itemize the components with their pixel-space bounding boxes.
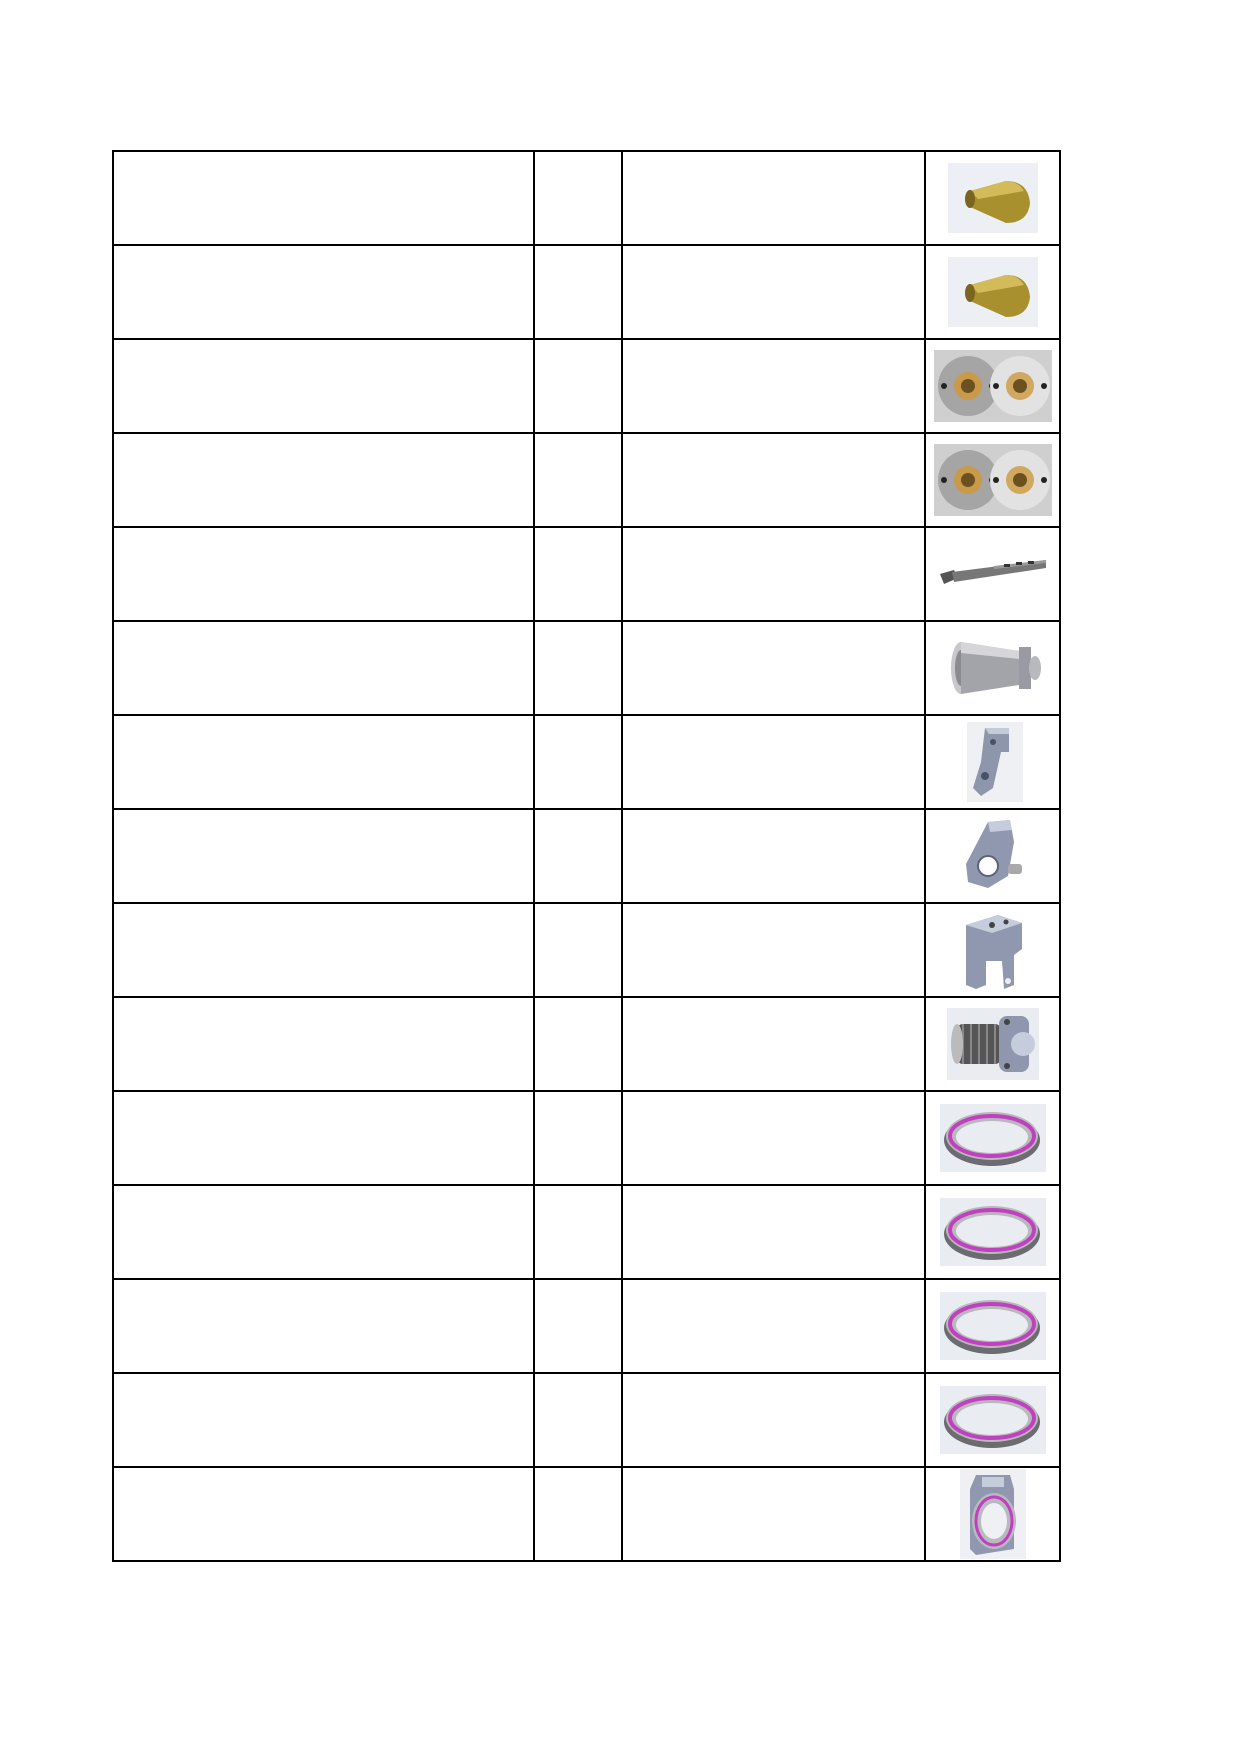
table-row: [113, 527, 1060, 621]
spec-cell-text: [623, 1035, 639, 1052]
spec-cell: [622, 1279, 925, 1373]
quantity-cell-text: [535, 471, 551, 488]
quantity-cell: [534, 1373, 622, 1467]
parts-table-body: [113, 151, 1060, 1561]
ring-seal-image: [926, 1198, 1059, 1266]
brass-nozzle-tip-image: [926, 257, 1059, 327]
part-image-cell: [925, 433, 1060, 527]
quantity-cell-text: [535, 753, 551, 770]
quantity-cell: [534, 1279, 622, 1373]
spec-cell-text: [623, 565, 639, 582]
part-image-cell: [925, 715, 1060, 809]
table-row: [113, 1467, 1060, 1561]
spec-cell-text: [623, 189, 639, 206]
part-name-cell: [113, 1373, 534, 1467]
table-row: [113, 433, 1060, 527]
quantity-cell: [534, 151, 622, 245]
quantity-cell: [534, 1467, 622, 1561]
spec-cell: [622, 527, 925, 621]
table-row: [113, 997, 1060, 1091]
spec-cell: [622, 151, 925, 245]
part-image-cell: [925, 151, 1060, 245]
quantity-cell-text: [535, 941, 551, 958]
gear-housing-image: [926, 1008, 1059, 1080]
quantity-cell-text: [535, 1505, 551, 1522]
quantity-cell: [534, 527, 622, 621]
part-name-cell-text: [114, 189, 130, 206]
quantity-cell: [534, 997, 622, 1091]
ring-seal-image: [926, 1104, 1059, 1172]
spec-cell: [622, 1373, 925, 1467]
part-name-cell-text: [114, 377, 130, 394]
drive-roller-pair-image: [926, 444, 1059, 516]
spec-cell: [622, 621, 925, 715]
table-row: [113, 621, 1060, 715]
table-row: [113, 245, 1060, 339]
quantity-cell: [534, 715, 622, 809]
spec-cell-text: [623, 1505, 639, 1522]
part-image-cell: [925, 1185, 1060, 1279]
quantity-cell-text: [535, 1035, 551, 1052]
ring-clamp-image: [926, 1469, 1059, 1559]
quantity-cell-text: [535, 189, 551, 206]
spec-cell-text: [623, 1411, 639, 1428]
spec-cell-text: [623, 1223, 639, 1240]
part-image-cell: [925, 245, 1060, 339]
part-name-cell-text: [114, 283, 130, 300]
table-row: [113, 151, 1060, 245]
spec-cell-text: [623, 941, 639, 958]
part-name-cell: [113, 1467, 534, 1561]
part-name-cell: [113, 527, 534, 621]
spec-cell-text: [623, 847, 639, 864]
quantity-cell: [534, 433, 622, 527]
table-row: [113, 1373, 1060, 1467]
tapered-sleeve-image: [926, 633, 1059, 703]
part-name-cell-text: [114, 659, 130, 676]
spec-cell: [622, 1091, 925, 1185]
quantity-cell: [534, 621, 622, 715]
spec-cell: [622, 903, 925, 997]
part-name-cell-text: [114, 1317, 130, 1334]
part-image-cell: [925, 1279, 1060, 1373]
parts-table: [112, 150, 1061, 1562]
quantity-cell-text: [535, 1317, 551, 1334]
part-image-cell: [925, 1373, 1060, 1467]
part-name-cell-text: [114, 847, 130, 864]
table-row: [113, 1185, 1060, 1279]
part-image-cell: [925, 997, 1060, 1091]
spec-cell: [622, 245, 925, 339]
quantity-cell: [534, 809, 622, 903]
part-name-cell: [113, 245, 534, 339]
spec-cell-text: [623, 377, 639, 394]
part-name-cell: [113, 339, 534, 433]
brass-nozzle-tip-image: [926, 163, 1059, 233]
table-row: [113, 1279, 1060, 1373]
part-name-cell: [113, 809, 534, 903]
part-name-cell: [113, 621, 534, 715]
part-image-cell: [925, 1467, 1060, 1561]
part-name-cell-text: [114, 565, 130, 582]
spec-cell: [622, 1185, 925, 1279]
quantity-cell-text: [535, 659, 551, 676]
quantity-cell: [534, 245, 622, 339]
quantity-cell-text: [535, 1129, 551, 1146]
table-row: [113, 339, 1060, 433]
spec-cell-text: [623, 1317, 639, 1334]
part-name-cell-text: [114, 1035, 130, 1052]
table-row: [113, 809, 1060, 903]
spec-cell: [622, 809, 925, 903]
part-name-cell: [113, 715, 534, 809]
part-name-cell: [113, 997, 534, 1091]
part-name-cell-text: [114, 1129, 130, 1146]
part-name-cell: [113, 903, 534, 997]
part-name-cell-text: [114, 1505, 130, 1522]
part-name-cell-text: [114, 1411, 130, 1428]
quantity-cell-text: [535, 1223, 551, 1240]
ring-seal-image: [926, 1292, 1059, 1360]
table-row: [113, 903, 1060, 997]
part-name-cell: [113, 1279, 534, 1373]
part-name-cell-text: [114, 471, 130, 488]
part-image-cell: [925, 809, 1060, 903]
spec-cell: [622, 997, 925, 1091]
quantity-cell: [534, 339, 622, 433]
clevis-block-image: [926, 909, 1059, 991]
angle-bracket-image: [926, 722, 1059, 802]
spec-cell: [622, 715, 925, 809]
quantity-cell-text: [535, 283, 551, 300]
quantity-cell: [534, 903, 622, 997]
arm-bracket-image: [926, 816, 1059, 896]
part-name-cell: [113, 151, 534, 245]
slotted-shaft-image: [926, 544, 1059, 604]
spec-cell-text: [623, 753, 639, 770]
quantity-cell-text: [535, 377, 551, 394]
spec-cell-text: [623, 659, 639, 676]
part-image-cell: [925, 621, 1060, 715]
quantity-cell-text: [535, 1411, 551, 1428]
part-name-cell-text: [114, 1223, 130, 1240]
part-name-cell: [113, 1185, 534, 1279]
part-name-cell: [113, 433, 534, 527]
spec-cell: [622, 433, 925, 527]
part-image-cell: [925, 1091, 1060, 1185]
part-image-cell: [925, 339, 1060, 433]
table-row: [113, 1091, 1060, 1185]
drive-roller-pair-image: [926, 350, 1059, 422]
spec-cell-text: [623, 1129, 639, 1146]
part-image-cell: [925, 527, 1060, 621]
quantity-cell-text: [535, 847, 551, 864]
quantity-cell: [534, 1091, 622, 1185]
part-name-cell-text: [114, 941, 130, 958]
ring-seal-image: [926, 1386, 1059, 1454]
table-row: [113, 715, 1060, 809]
quantity-cell: [534, 1185, 622, 1279]
spec-cell: [622, 339, 925, 433]
part-image-cell: [925, 903, 1060, 997]
spec-cell: [622, 1467, 925, 1561]
part-name-cell: [113, 1091, 534, 1185]
spec-cell-text: [623, 471, 639, 488]
quantity-cell-text: [535, 565, 551, 582]
spec-cell-text: [623, 283, 639, 300]
part-name-cell-text: [114, 753, 130, 770]
